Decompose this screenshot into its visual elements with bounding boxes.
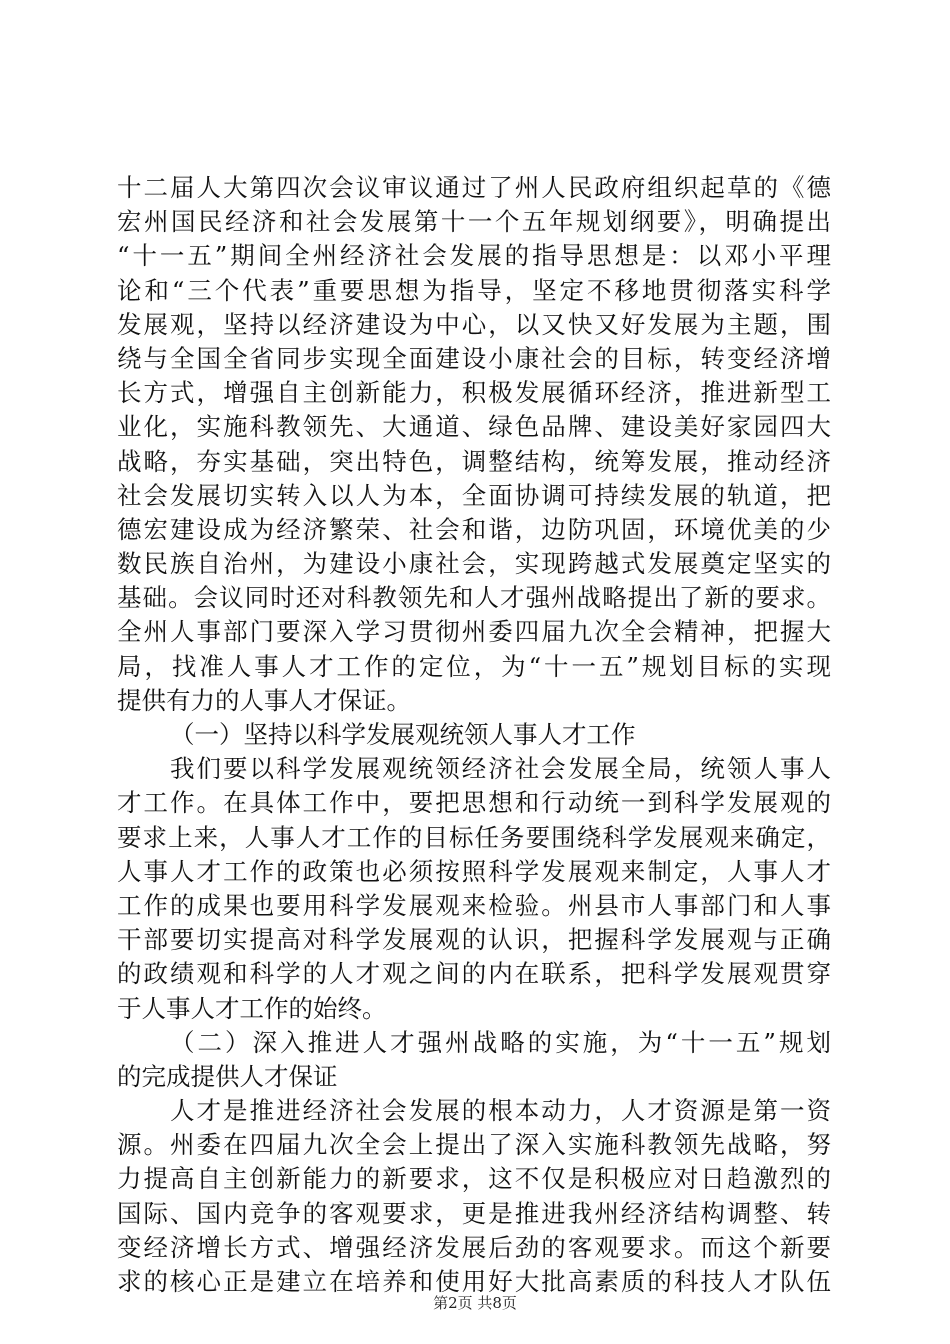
document-body [117, 171, 831, 1299]
body-line: 要求上来，人事人才工作的目标任务要围绕科学发展观来确定， [117, 822, 831, 852]
body-line: 战略，夯实基础，突出特色，调整结构，统筹发展，推动经济 [117, 446, 831, 476]
body-line: 业化，实施科教领先、大通道、绿色品牌、建设美好家园四大 [117, 412, 831, 442]
body-line: 基础。会议同时还对科教领先和人才强州战略提出了新的要求。 [117, 583, 831, 613]
body-line: 国际、国内竞争的客观要求，更是推进我州经济结构调整、转 [117, 1198, 831, 1228]
body-line: 全州人事部门要深入学习贯彻州委四届九次全会精神，把握大 [117, 617, 831, 647]
body-line: 力提高自主创新能力的新要求，这不仅是积极应对日趋激烈的 [117, 1164, 831, 1194]
body-line: 人才是推进经济社会发展的根本动力，人才资源是第一资 [170, 1096, 831, 1126]
body-line: 变经济增长方式、增强经济发展后劲的客观要求。而这个新要 [117, 1232, 831, 1262]
body-line: 论和“三个代表”重要思想为指导，坚定不移地贯彻落实科学 [117, 275, 831, 305]
body-line: 社会发展切实转入以人为本，全面协调可持续发展的轨道，把 [117, 480, 831, 510]
body-line: 发展观，坚持以经济建设为中心，以又快又好发展为主题，围 [117, 309, 831, 339]
body-line: 数民族自治州，为建设小康社会，实现跨越式发展奠定坚实的 [117, 549, 831, 579]
body-line: 十二届人大第四次会议审议通过了州人民政府组织起草的《德 [117, 173, 831, 202]
body-line: 的完成提供人才保证 [117, 1061, 338, 1091]
body-line: 我们要以科学发展观统领经济社会发展全局，统领人事人 [170, 754, 831, 784]
page-footer: 第2页 共8页 [433, 1294, 517, 1312]
body-line: 源。州委在四届九次全会上提出了深入实施科教领先战略，努 [117, 1130, 831, 1160]
body-line: （一）坚持以科学发展观统领人事人才工作 [170, 720, 636, 749]
body-line: 绕与全国全省同步实现全面建设小康社会的目标，转变经济增 [117, 343, 831, 373]
body-line: 才工作。在具体工作中，要把思想和行动统一到科学发展观的 [117, 788, 831, 818]
body-line: 德宏建设成为经济繁荣、社会和谐，边防巩固，环境优美的少 [117, 514, 831, 544]
body-line: 长方式，增强自主创新能力，积极发展循环经济，推进新型工 [117, 378, 831, 408]
body-line: 工作的成果也要用科学发展观来检验。州县市人事部门和人事 [117, 890, 831, 920]
body-line: 干部要切实提高对科学发展观的认识，把握科学发展观与正确 [117, 925, 831, 955]
body-line: 人事人才工作的政策也必须按照科学发展观来制定，人事人才 [117, 856, 831, 886]
body-line: 宏州国民经济和社会发展第十一个五年规划纲要》，明确提出 [117, 207, 831, 237]
body-line: 求的核心正是建立在培养和使用好大批高素质的科技人才队伍 [117, 1267, 831, 1296]
body-line: 于人事人才工作的始终。 [117, 993, 387, 1023]
body-line: “十一五”期间全州经济社会发展的指导思想是：以邓小平理 [117, 241, 831, 271]
body-line: （二）深入推进人才强州战略的实施，为“十一五”规划 [170, 1027, 831, 1057]
body-line: 的政绩观和科学的人才观之间的内在联系，把科学发展观贯穿 [117, 959, 831, 989]
body-line: 提供有力的人事人才保证。 [117, 685, 411, 715]
body-line: 局，找准人事人才工作的定位，为“十一五”规划目标的实现 [117, 651, 831, 681]
